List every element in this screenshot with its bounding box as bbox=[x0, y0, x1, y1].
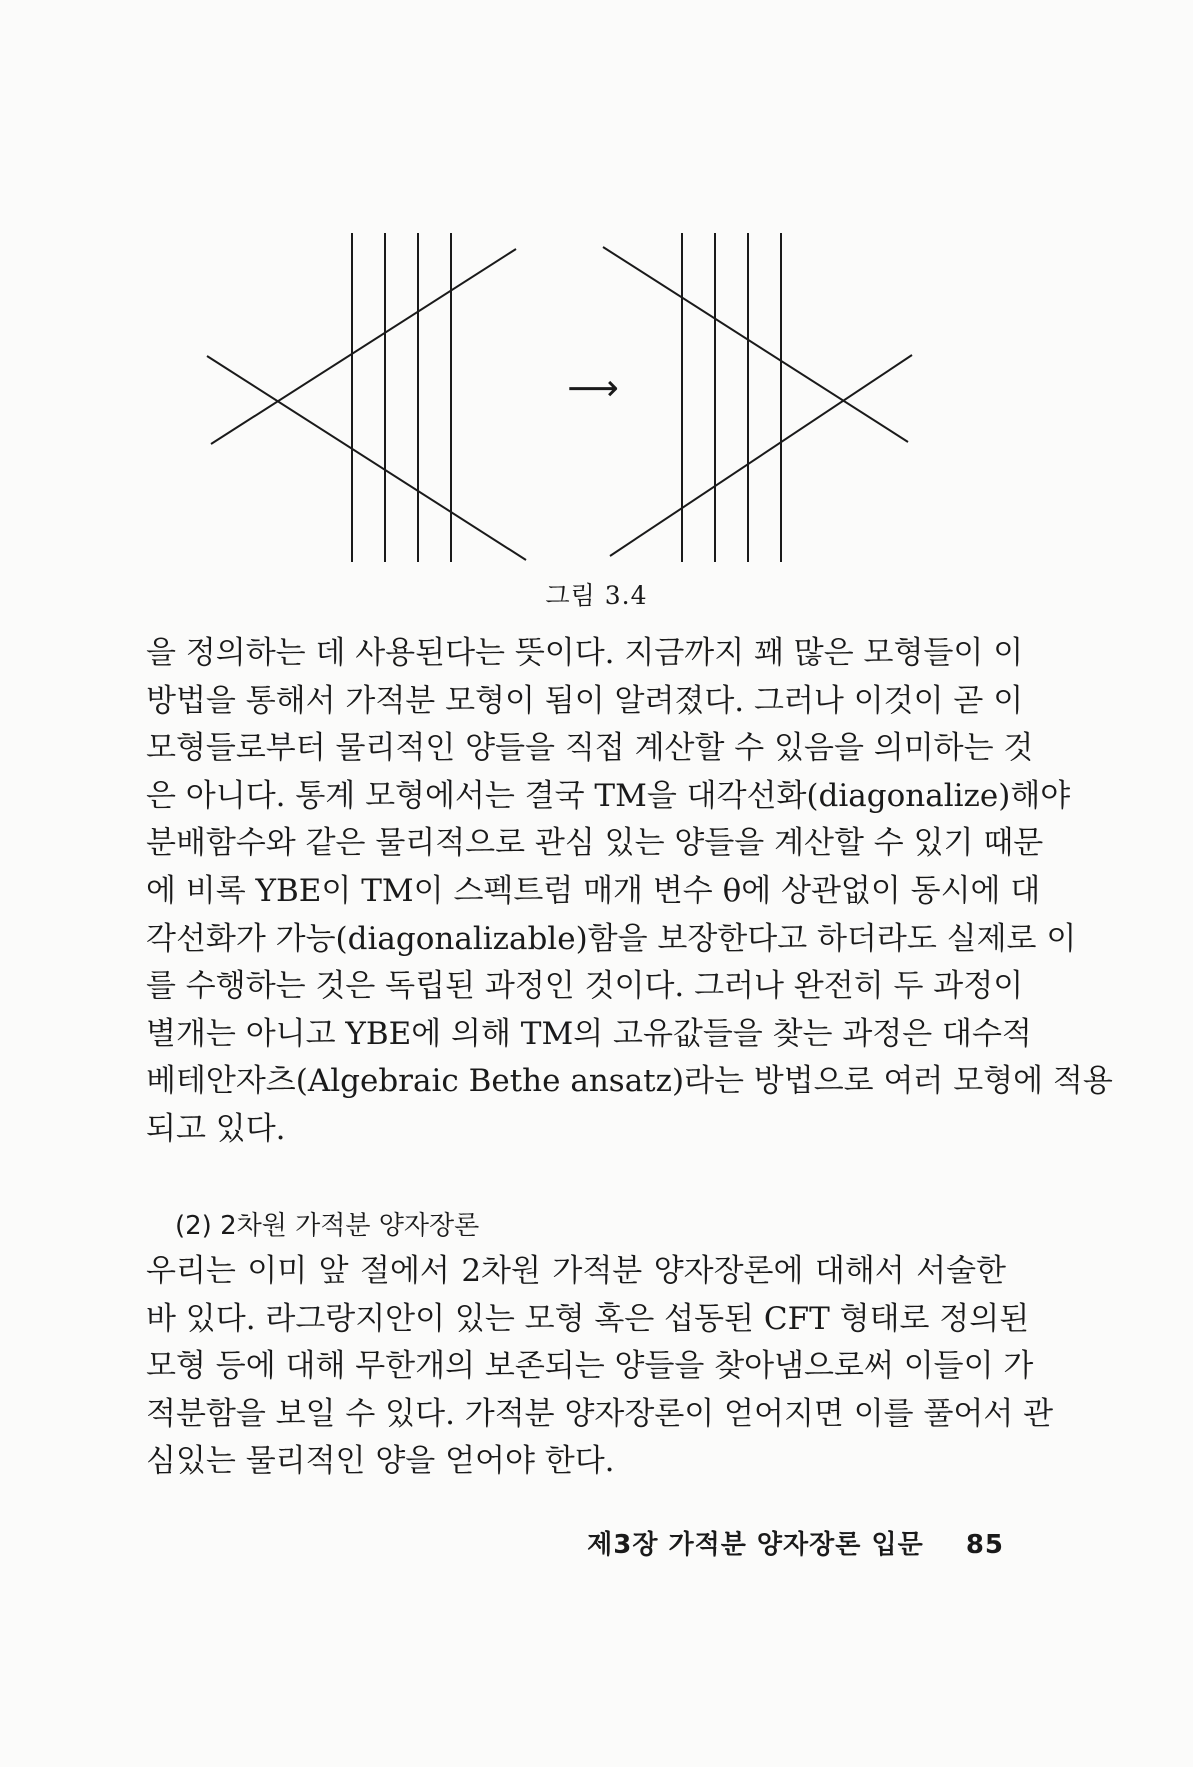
left-diagonal-lower bbox=[207, 356, 526, 560]
figure-3-4 bbox=[0, 0, 1193, 640]
left-diagonal-upper bbox=[211, 249, 516, 444]
text-line: 적분함을 보일 수 있다. 가적분 양자장론이 얻어지면 이를 풀어서 관 bbox=[146, 1395, 1054, 1432]
page-footer bbox=[587, 1524, 1004, 1561]
transform-arrow: ⟶ bbox=[567, 368, 619, 409]
figure-caption: 그림 3.4 bbox=[545, 581, 648, 610]
text-line: 은 아니다. 통계 모형에서는 결국 TM을 대각선화(diagonalize)해야 bbox=[146, 777, 1071, 814]
running-title: 제3장 가적분 양자장론 입문 bbox=[587, 1530, 924, 1560]
right-diagonal-upper bbox=[603, 247, 908, 442]
page-number: 85 bbox=[965, 1530, 1004, 1560]
text-line: 베테안자츠(Algebraic Bethe ansatz)라는 방법으로 여러 모형에 적용 bbox=[146, 1063, 1113, 1100]
yang-baxter-diagram bbox=[0, 0, 1193, 640]
text-line: 바 있다. 라그랑지안이 있는 모형 혹은 섭동된 CFT 형태로 정의된 bbox=[146, 1300, 1030, 1337]
section-heading: (2) 2차원 가적분 양자장론 bbox=[175, 1211, 480, 1241]
text-line: 에 비록 YBE이 TM이 스펙트럼 매개 변수 θ에 상관없이 동시에 대 bbox=[146, 872, 1041, 909]
text-line: 되고 있다. bbox=[146, 1110, 286, 1147]
right-diagonal-lower bbox=[610, 355, 912, 556]
text-line: 별개는 아니고 YBE에 의해 TM의 고유값들을 찾는 과정은 대수적 bbox=[146, 1015, 1032, 1052]
text-line: 를 수행하는 것은 독립된 과정인 것이다. 그러나 완전히 두 과정이 bbox=[146, 968, 1024, 1005]
paragraph-1 bbox=[146, 630, 1113, 1154]
text-line: 모형 등에 대해 무한개의 보존되는 양들을 찾아냄으로써 이들이 가 bbox=[146, 1348, 1034, 1385]
text-line: 을 정의하는 데 사용된다는 뜻이다. 지금까지 꽤 많은 모형들이 이 bbox=[146, 635, 1024, 671]
text-line: 각선화가 가능(diagonalizable)함을 보장한다고 하더라도 실제로 이 bbox=[146, 920, 1077, 957]
text-line: 심있는 물리적인 양을 얻어야 한다. bbox=[146, 1443, 615, 1480]
text-line: 모형들로부터 물리적인 양들을 직접 계산할 수 있음을 의미하는 것 bbox=[146, 730, 1034, 767]
text-line: 우리는 이미 앞 절에서 2차원 가적분 양자장론에 대해서 서술한 bbox=[146, 1253, 1006, 1289]
text-line: 분배함수와 같은 물리적으로 관심 있는 양들을 계산할 수 있기 때문 bbox=[146, 825, 1044, 862]
text-line: 방법을 통해서 가적분 모형이 됨이 알려졌다. 그러나 이것이 곧 이 bbox=[146, 682, 1024, 719]
paragraph-2 bbox=[146, 1248, 1054, 1486]
